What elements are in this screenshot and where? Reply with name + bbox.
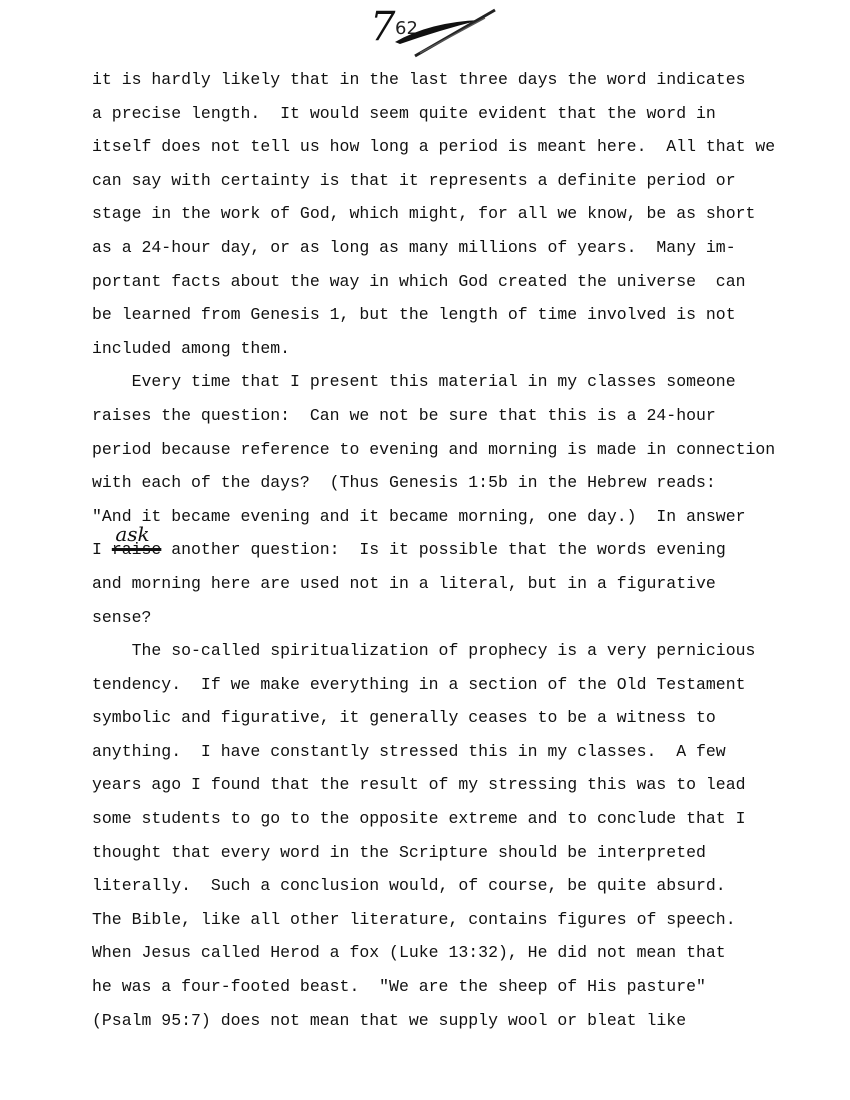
text-line: tendency. If we make everything in a section of the Old Testament <box>92 674 746 694</box>
text-line: with each of the days? (Thus Genesis 1:5b in the Hebrew reads: <box>92 473 716 493</box>
text-line: itself does not tell us how long a period is meant here. All that we <box>92 137 776 157</box>
text-line: sense? <box>92 607 152 627</box>
text-line: years ago I found that the result of my stressing this was to lead <box>92 775 746 795</box>
text-line: Every time that I present this material in my classes someone <box>92 372 736 392</box>
text-line: The so-called spiritualization of prophecy is a very pernicious <box>92 641 756 661</box>
text-line: anything. I have constantly stressed this in my classes. A few <box>92 741 726 761</box>
text-line: it is hardly likely that in the last three days the word indicates <box>92 70 746 89</box>
text-line: stage in the work of God, which might, for all we know, be as short <box>92 204 756 224</box>
text-line: portant facts about the way in which God created the universe can <box>92 271 746 291</box>
text-line: can say with certainty is that it represents a definite period or <box>92 170 736 190</box>
text-segment: another question: Is it possible that the words evening <box>161 540 726 560</box>
handwritten-word: ask <box>115 522 150 547</box>
page-number: 7 <box>370 4 396 50</box>
text-line: period because reference to evening and morning is made in connection <box>92 439 776 459</box>
text-line <box>92 522 775 567</box>
scribble-strikeout <box>390 8 500 58</box>
text-line: as a 24-hour day, or as long as many millions of years. Many im- <box>92 237 736 257</box>
text-line: literally. Such a conclusion would, of course, be quite absurd. <box>92 876 726 896</box>
text-line: he was a four-footed beast. "We are the sheep of His pasture" <box>92 977 706 997</box>
text-line: The Bible, like all other literature, contains figures of speech. <box>92 909 736 929</box>
struck-word: raise <box>111 540 162 560</box>
text-line: some students to go to the opposite extreme and to conclude that I <box>92 809 746 829</box>
text-line: "And it became evening and it became morning, one day.) In answer <box>92 506 746 526</box>
struck-page-number: 62 <box>395 18 418 39</box>
text-line: symbolic and figurative, it generally ceases to be a witness to <box>92 708 716 728</box>
text-line: raises the question: Can we not be sure that this is a 24-hour <box>92 405 716 425</box>
text-line: a precise length. It would seem quite evident that the word in <box>92 103 716 123</box>
text-line: (Psalm 95:7) does not mean that we supply wool or bleat like <box>92 1010 687 1030</box>
text-line: When Jesus called Herod a fox (Luke 13:32), He did not mean that <box>92 943 726 963</box>
text-line: included among them. <box>92 338 291 358</box>
text-line: be learned from Genesis 1, but the length of time involved is not <box>92 305 736 325</box>
document-body <box>92 63 775 1037</box>
text-line: thought that every word in the Scripture should be interpreted <box>92 842 706 862</box>
text-segment: I <box>92 540 112 560</box>
text-line: and morning here are used not in a literal, but in a figurative <box>92 573 716 593</box>
